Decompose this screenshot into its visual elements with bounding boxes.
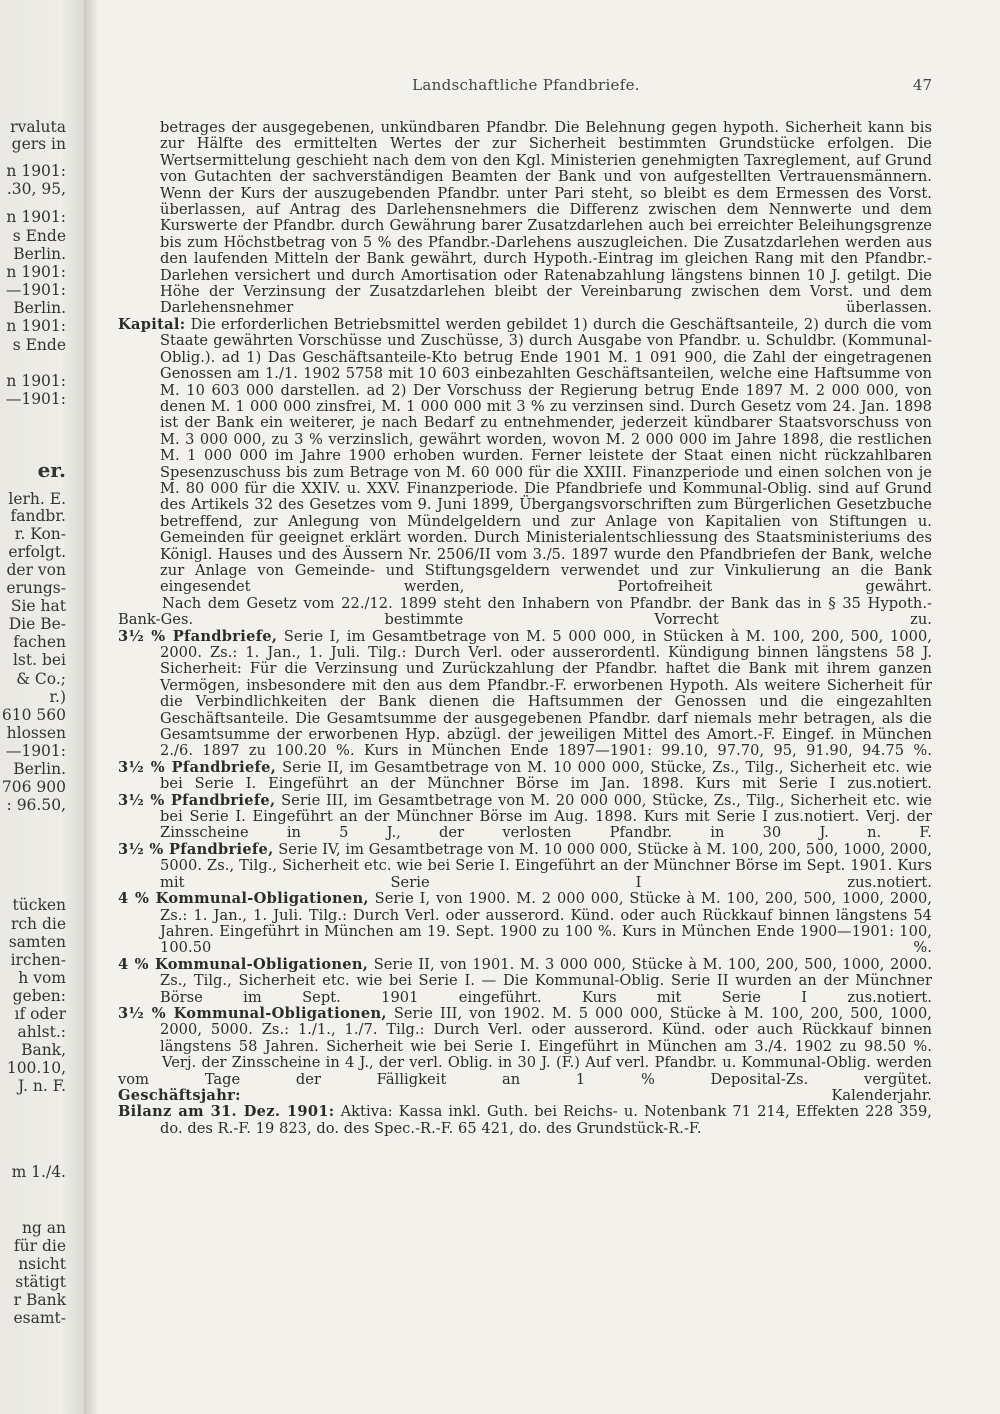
paragraph-text: Serie I, im Gesamtbetrage von M. 5 000 000, in Stücken à M. 100, 200, 500, 1000, 2000. Zs.: 1. Jan., 1. Juli. Tilg.: Durch Verl. oder ausserordentl. Kündigung binnen längstens 58 J. Sicherheit: Für die Verzinsung und Zurückzahlung der Pfandbr. haftet die Bank mit ihrem ganzen Vermögen, insbesondere mit den aus dem Pfandbr.-F. erworbenen Hypoth. Als weitere Sicherheit für die Verbindlichkeiten der Bank dienen die Haftsummen der Genossen und die eingezahlten Geschäftsanteile. Die Gesamtsumme der ausgegebenen Pfandbr. darf niemals mehr betragen, als die Gesamtsumme der erworbenen Hyp. abzügl. der jeweiligen Mittel des Amort.-F. Eingef. in München 2./6. 1897 zu 100.20 %. Kurs in München Ende 1897—1901: 99.10, 97.70, 95, 91.90, 94.75 %. — [160, 627, 932, 760]
left-margin-fragment: erungs- — [6, 579, 66, 597]
left-margin-fragment: erfolgt. — [8, 543, 66, 561]
left-margin-fragment: Bank, — [21, 1041, 66, 1059]
left-margin-fragment: Berlin. — [13, 760, 66, 778]
paragraph — [118, 1088, 932, 1104]
paragraph-text: Nach dem Gesetz vom 22./12. 1899 steht den Inhabern von Pfandbr. der Bank das in § 35 Hypoth.-Bank-Ges. bestimmte Vorrecht zu. — [118, 594, 932, 629]
paragraph-label: 4 % Kommunal-Obligationen, — [118, 890, 369, 908]
left-margin-fragment: n 1901: — [6, 208, 66, 226]
page-body — [118, 120, 932, 1137]
left-margin-fragment: n 1901: — [6, 263, 66, 281]
left-margin-fragment: —1901: — [5, 742, 66, 760]
left-margin-fragment: fachen — [13, 633, 66, 651]
left-margin-fragment: Berlin. — [13, 299, 66, 317]
paragraph — [118, 120, 932, 317]
paragraph-text: Verj. der Zinsscheine in 4 J., der verl. Oblig. in 30 J. (F.) Auf verl. Pfandbr. u. Kommunal-Oblig. werden vom Tage der Fälligkeit an 1 % Deposital-Zs. vergütet. — [118, 1054, 932, 1088]
left-margin-fragment: Sie hat — [10, 597, 66, 615]
left-margin-fragment: samten — [8, 933, 66, 951]
paragraph-label: 4 % Kommunal-Obligationen, — [118, 955, 369, 973]
paragraph-label: Kapital: — [118, 315, 186, 333]
left-margin-fragment: rvaluta — [10, 118, 66, 136]
paragraph-label: 3½ % Pfandbriefe, — [118, 627, 278, 645]
paragraph-label: 3½ % Pfandbriefe, — [118, 791, 276, 809]
paragraph-label: 3½ % Pfandbriefe, — [118, 840, 274, 858]
left-margin-fragment: Berlin. — [13, 245, 66, 263]
paragraph-text: Serie III, von 1902. M. 5 000 000, Stücke à M. 100, 200, 500, 1000, 2000, 5000. Zs.: 1./1., 1./7. Tilg.: Durch Verl. oder ausserord. Künd. oder auch Rückkauf binnen längstens 58 Jahren. Sicherheit wie bei Serie I. Eingeführt in München am 3./4. 1902 zu 98.50 %. — [160, 1004, 932, 1055]
left-page-edge — [0, 0, 88, 1414]
left-margin-fragment: für die — [13, 1237, 66, 1255]
paragraph-text: Serie II, von 1901. M. 3 000 000, Stücke à M. 100, 200, 500, 1000, 2000. Zs., Tilg., Sicherheit etc. wie bei Serie I. — Die Kommunal-Oblig. Serie II wurden an der Münchner Börse im Sept. 1901 eingeführt. Kurs mit Serie I zus.notiert. — [160, 955, 932, 1006]
left-margin-fragment: .30, 95, — [6, 180, 66, 198]
left-margin-fragment: 610 560 — [1, 706, 66, 724]
left-margin-fragment: Die Be- — [8, 615, 66, 633]
left-margin-fragment: 100.10, — [6, 1059, 66, 1077]
left-margin-fragment: stätigt — [15, 1273, 66, 1291]
left-margin-fragment: er. — [37, 458, 66, 482]
paragraph-text: Die erforderlichen Betriebsmittel werden gebildet 1) durch die Geschäftsanteile, 2) durch die vom Staate gewährten Vorschüsse und Zuschüsse, 3) durch Ausgabe von Pfandbr. u. Schuldbr. (Kommunal-Oblig.). ad 1) Das Geschäftsanteile-Kto betrug Ende 1901 M. 1 091 900, die Zahl der eingetragenen Genossen am 1./1. 1902 5758 mit 10 603 einbezahlten Geschäftsanteilen, welche eine Haftsumme von M. 10 603 000 darstellen. ad 2) Der Vorschuss der Regierung betrug Ende 1897 M. 2 000 000, von denen M. 1 000 000 zinsfrei, M. 1 000 000 mit 3 % zu verzinsen sind. Durch Gesetz vom 24. Jan. 1898 ist der Bank ein weiterer, je nach Bedarf zu entnehmender, jederzeit kündbarer Staatsvorschuss von M. 3 000 000, zu 3 % verzinslich, gewährt worden, wovon M. 2 000 000 im Jahre 1898, die restlichen M. 1 000 000 im Jahre 1900 erhoben wurden. Ferner leistete der Staat einen nicht rückzahlbaren Spesenzuschuss bis zum Betrage von M. 60 000 für die XXIII. Finanzperiode und einen solchen von je M. 80 000 für die XXIV. u. XXV. Finanzperiode. Die Pfandbriefe und Kommunal-Oblig. sind auf Grund des Artikels 32 des Gesetzes vom 9. Juni 1899, Übergangsvorschriften zum Bürgerlichen Gesetzbuche betreffend, zur Anlegung von Mündelgeldern und zur Anlage von Kapitalien von Stiftungen u. Gemeinden für geeignet erklärt worden. Durch Ministerialentschliessung des Staatsministeriums des Königl. Hauses und des Äussern Nr. 2506/II vom 3./5. 1897 wurde den Pfandbriefen der Bank, welche zur Anlage von Gemeinde- und Stiftungsgeldern verwendet und zur Vinkulierung an die Bank eingesendet werden, Portofreiheit gewährt. — [160, 315, 932, 596]
left-margin-fragment: tücken — [12, 896, 66, 914]
left-margin-fragment: J. n. F. — [18, 1077, 66, 1095]
left-margin-fragment: r. Kon- — [14, 525, 66, 543]
paragraph — [118, 596, 932, 629]
left-margin-fragment: lerh. E. — [8, 490, 66, 508]
left-margin-fragment: r Bank — [13, 1291, 66, 1309]
paragraph-label: 3½ % Kommunal-Obligationen, — [118, 1004, 387, 1022]
paragraph — [118, 1006, 932, 1055]
paragraph-text: betrages der ausgegebenen, unkündbaren Pfandbr. Die Belehnung gegen hypoth. Sicherheit kann bis zur Hälfte des ermittelten Wertes der zur Sicherheit bestimmten Grundstücke erfolgen. Die Wertsermittelung geschieht nach dem von den Kgl. Ministerien genehmigten Taxreglement, auf Grund von Gutachten der sachverständigen Beamten der Bank und von aufgestellten Vertrauensmännern. Wenn der Kurs der auszugebenden Pfandbr. unter Pari steht, so bleibt es dem Ermessen des Vorst. überlassen, auf Antrag des Darlehensnehmers die Differenz zwischen dem Nennwerte und dem Kurswerte der Pfandbr. durch Gewährung barer Zusatzdarlehen auch bei erreichter Beleihungsgrenze bis zum Höchstbetrag von 5 % des Pfandbr.-Darlehens auszugleichen. Die Zusatzdarlehen werden aus den laufenden Mitteln der Bank gewährt, durch Hypoth.-Eintrag im gleichen Rang mit den Pfandbr.-Darlehen versichert und durch Amortisation oder Ratenabzahlung längstens binnen 10 J. getilgt. Die Höhe der Verzinsung der Zusatzdarlehen bleibt der Vereinbarung zwischen dem Vorst. und dem Darlehensnehmer überlassen. — [160, 119, 932, 317]
left-margin-fragment: h vom — [18, 969, 66, 987]
paragraph-label: Bilanz am 31. Dez. 1901: — [118, 1103, 335, 1121]
page-header — [120, 76, 932, 98]
left-margin-fragment: r.) — [49, 688, 66, 706]
paragraph — [118, 1104, 932, 1137]
left-margin-fragment: irchen- — [10, 951, 66, 969]
left-margin-fragment: ng an — [21, 1219, 66, 1237]
page-number: 47 — [912, 76, 932, 94]
left-margin-fragment: —1901: — [5, 281, 66, 299]
paragraph — [118, 629, 932, 760]
left-margin-fragment: ahlst.: — [17, 1023, 66, 1041]
left-margin-fragment: esamt- — [13, 1309, 66, 1327]
left-margin-fragment: ıf oder — [14, 1005, 66, 1023]
left-margin-fragment: n 1901: — [6, 372, 66, 390]
left-margin-fragment: hlossen — [6, 724, 66, 742]
left-margin-fragment: lst. bei — [12, 651, 66, 669]
left-margin-fragment: s Ende — [12, 227, 66, 245]
paragraph — [118, 891, 932, 957]
left-margin-fragment: n 1901: — [6, 162, 66, 180]
paragraph-text: Aktiva: Kassa inkl. Guth. bei Reichs- u. Notenbank 71 214, Effekten 228 359, do. des R.-F. 19 823, do. des Spec.-R.-F. 65 421, do. des Grundstück-R.-F. — [160, 1103, 932, 1137]
left-margin-fragment: m 1./4. — [11, 1163, 66, 1181]
paragraph — [118, 793, 932, 842]
paragraph-text: Serie I, von 1900. M. 2 000 000, Stücke à M. 100, 200, 500, 1000, 2000, Zs.: 1. Jan., 1. Juli. Tilg.: Durch Verl. oder ausserord. Künd. oder auch Rückkauf binnen längstens 54 Jahren. Eingeführt in München am 19. Sept. 1900 zu 100 %. Kurs in München Ende 1900—1901: 100, 100.50 %. — [160, 890, 932, 957]
paragraph-text: Kalenderjahr. — [831, 1086, 932, 1104]
left-margin-fragment: : 96.50, — [6, 796, 66, 814]
left-margin-fragment: rch die — [10, 915, 66, 933]
left-margin-fragment: geben: — [12, 987, 66, 1005]
left-margin-fragment: gers in — [11, 135, 66, 153]
left-margin-fragment: n 1901: — [6, 317, 66, 335]
left-margin-fragment: fandbr. — [10, 507, 66, 525]
running-title: Landschaftliche Pfandbriefe. — [412, 76, 640, 94]
paragraph-label: Geschäftsjahr: — [118, 1086, 241, 1104]
paragraph-text: Serie III, im Gesamtbetrage von M. 20 000 000, Stücke, Zs., Tilg., Sicherheit etc. wie bei Serie I. Eingeführt an der Münchner Börse im Aug. 1898. Kurs mit Serie I zus.notiert. Verj. der Zinsscheine in 5 J., der verlosten Pfandbr. in 30 J. n. F. — [160, 791, 932, 842]
paragraph — [118, 842, 932, 891]
paragraph — [118, 1055, 932, 1088]
paragraph-label: 3½ % Pfandbriefe, — [118, 758, 277, 776]
paragraph — [118, 760, 932, 793]
left-margin-fragment: —1901: — [5, 390, 66, 408]
paragraph-text: Serie II, im Gesamtbetrage von M. 10 000 000, Stücke, Zs., Tilg., Sicherheit etc. wie bei Serie I. Eingeführt an der Münchner Börse im Jan. 1898. Kurs mit Serie I zus.notiert. — [160, 758, 932, 793]
left-margin-fragment: nsicht — [18, 1255, 66, 1273]
page-gutter — [84, 0, 98, 1414]
left-margin-fragment: s Ende — [12, 336, 66, 354]
paragraph-text: Serie IV, im Gesamtbetrage von M. 10 000 000, Stücke à M. 100, 200, 500, 1000, 2000, 5000. Zs., Tilg., Sicherheit etc. wie bei Serie I. Eingeführt an der Münchner Börse im Sept. 1901. Kurs mit Serie I zus.notiert. — [160, 840, 932, 891]
left-margin-fragment: & Co.; — [16, 670, 66, 688]
left-margin-fragment: der von — [6, 561, 66, 579]
left-margin-fragment: 706 900 — [1, 778, 66, 796]
paragraph — [118, 957, 932, 1006]
paragraph — [118, 317, 932, 596]
